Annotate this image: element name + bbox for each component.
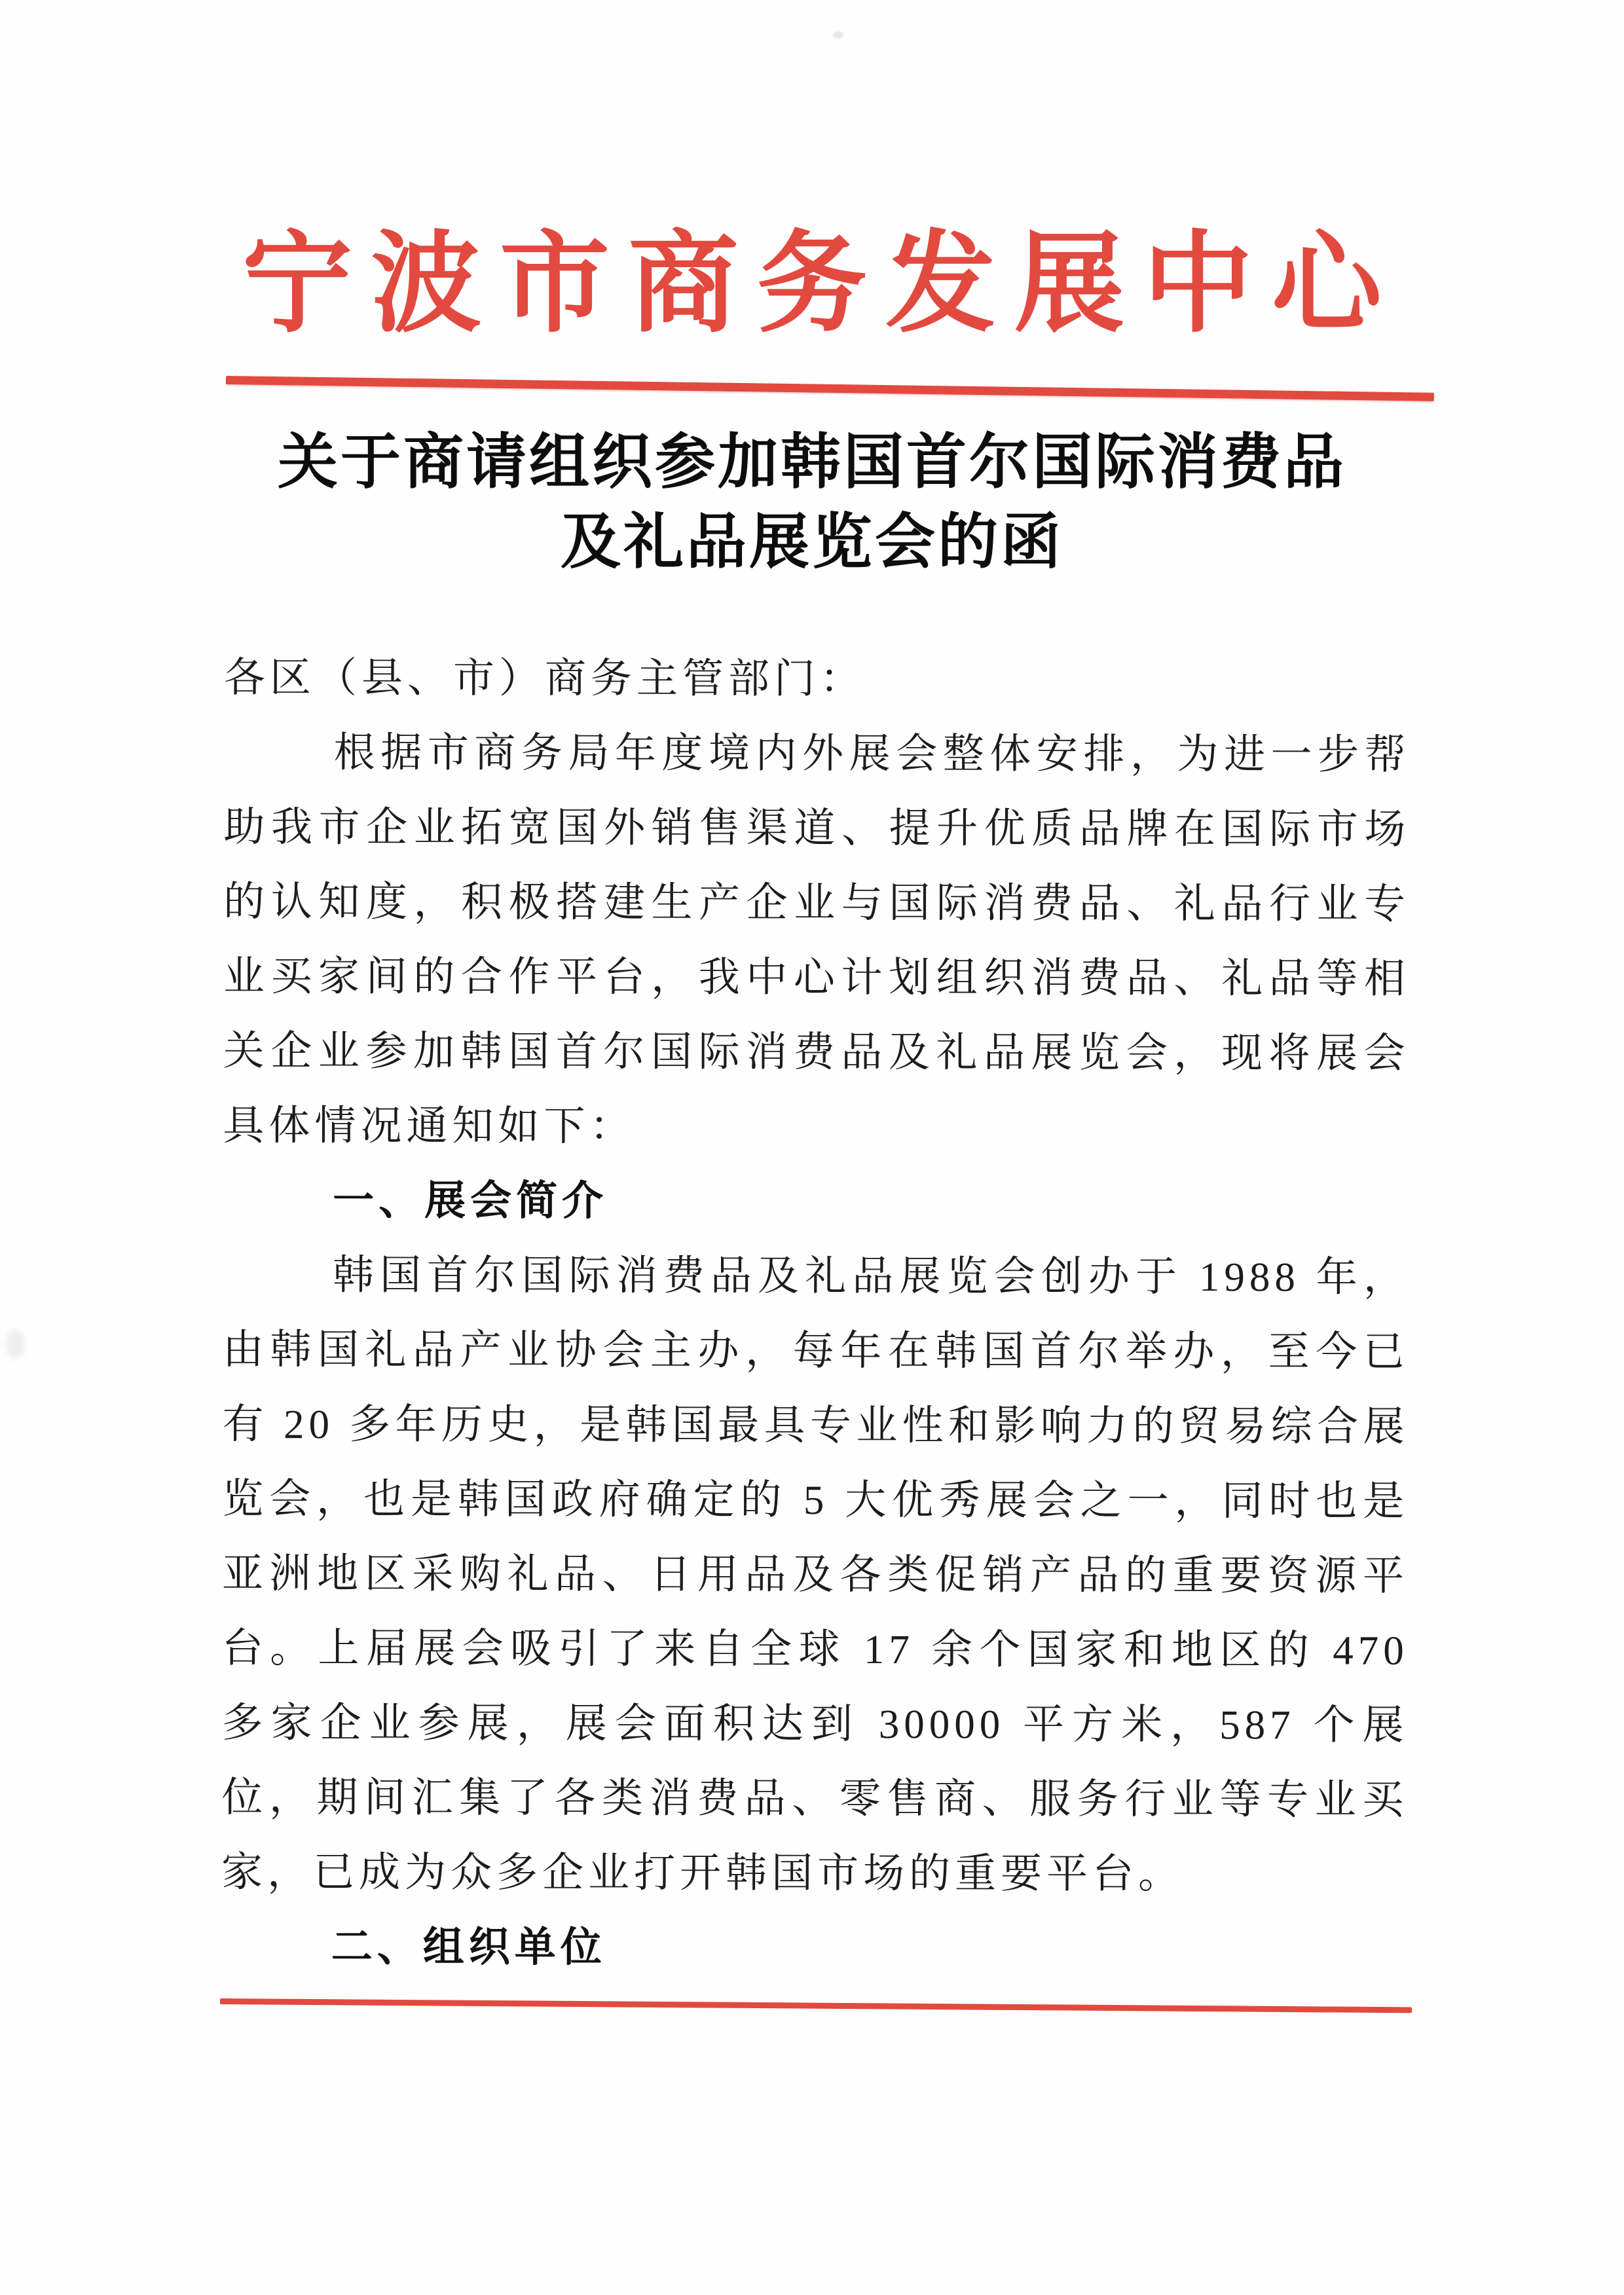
- intro-paragraph: 根据市商务局年度境内外展会整体安排，为进一步帮助我市企业拓宽国外销售渠道、提升优质品牌在国际市场的认知度，积极搭建生产企业与国际消费品、礼品行业专业买家间的合作平台，我中心计划组织消费品、礼品等相关企业参加韩国首尔国际消费品及礼品展览会，现将展会具体情况通知如下：: [223, 729, 1411, 1150]
- footer-divider-line: [220, 1998, 1412, 2013]
- document-title-line-1: 关于商请组织参加韩国首尔国际消费品: [277, 429, 1346, 496]
- section-2-heading: 二、组织单位: [331, 1922, 606, 1972]
- document-title-line-2: 及礼品展览会的函: [560, 509, 1063, 576]
- letterhead-divider-line: [226, 376, 1434, 401]
- letter-body: [221, 640, 1411, 1987]
- scan-artifact-smudge: [5, 1329, 25, 1359]
- section-1-body: 韩国首尔国际消费品及礼品展览会创办于 1988 年，由韩国礼品产业协会主办，每年在韩国首尔举办，至今已有 20 多年历史，是韩国最具专业性和影响力的贸易综合展览会，也是韩国政府确定的 5 大优秀展会之一，同时也是亚洲地区采购礼品、日用品及各类促销产品的重要资源平台。上届展会吸引了来自全球 17 余个国家和地区的 470 多家企业参展，展会面积达到 30000 平方米，587 个展位，期间汇集了各类消费品、零售商、服务行业等专业买家，已成为众多企业打开韩国市场的重要平台。: [221, 1252, 1410, 1898]
- section-1-heading: 一、展会简介: [333, 1176, 608, 1225]
- scan-artifact-speck: [833, 31, 843, 39]
- salutation: 各区（县、市）商务主管部门：: [223, 654, 866, 703]
- letterhead-org-name: 宁波市商务发展中心: [242, 224, 1382, 346]
- document-title: [0, 422, 1624, 582]
